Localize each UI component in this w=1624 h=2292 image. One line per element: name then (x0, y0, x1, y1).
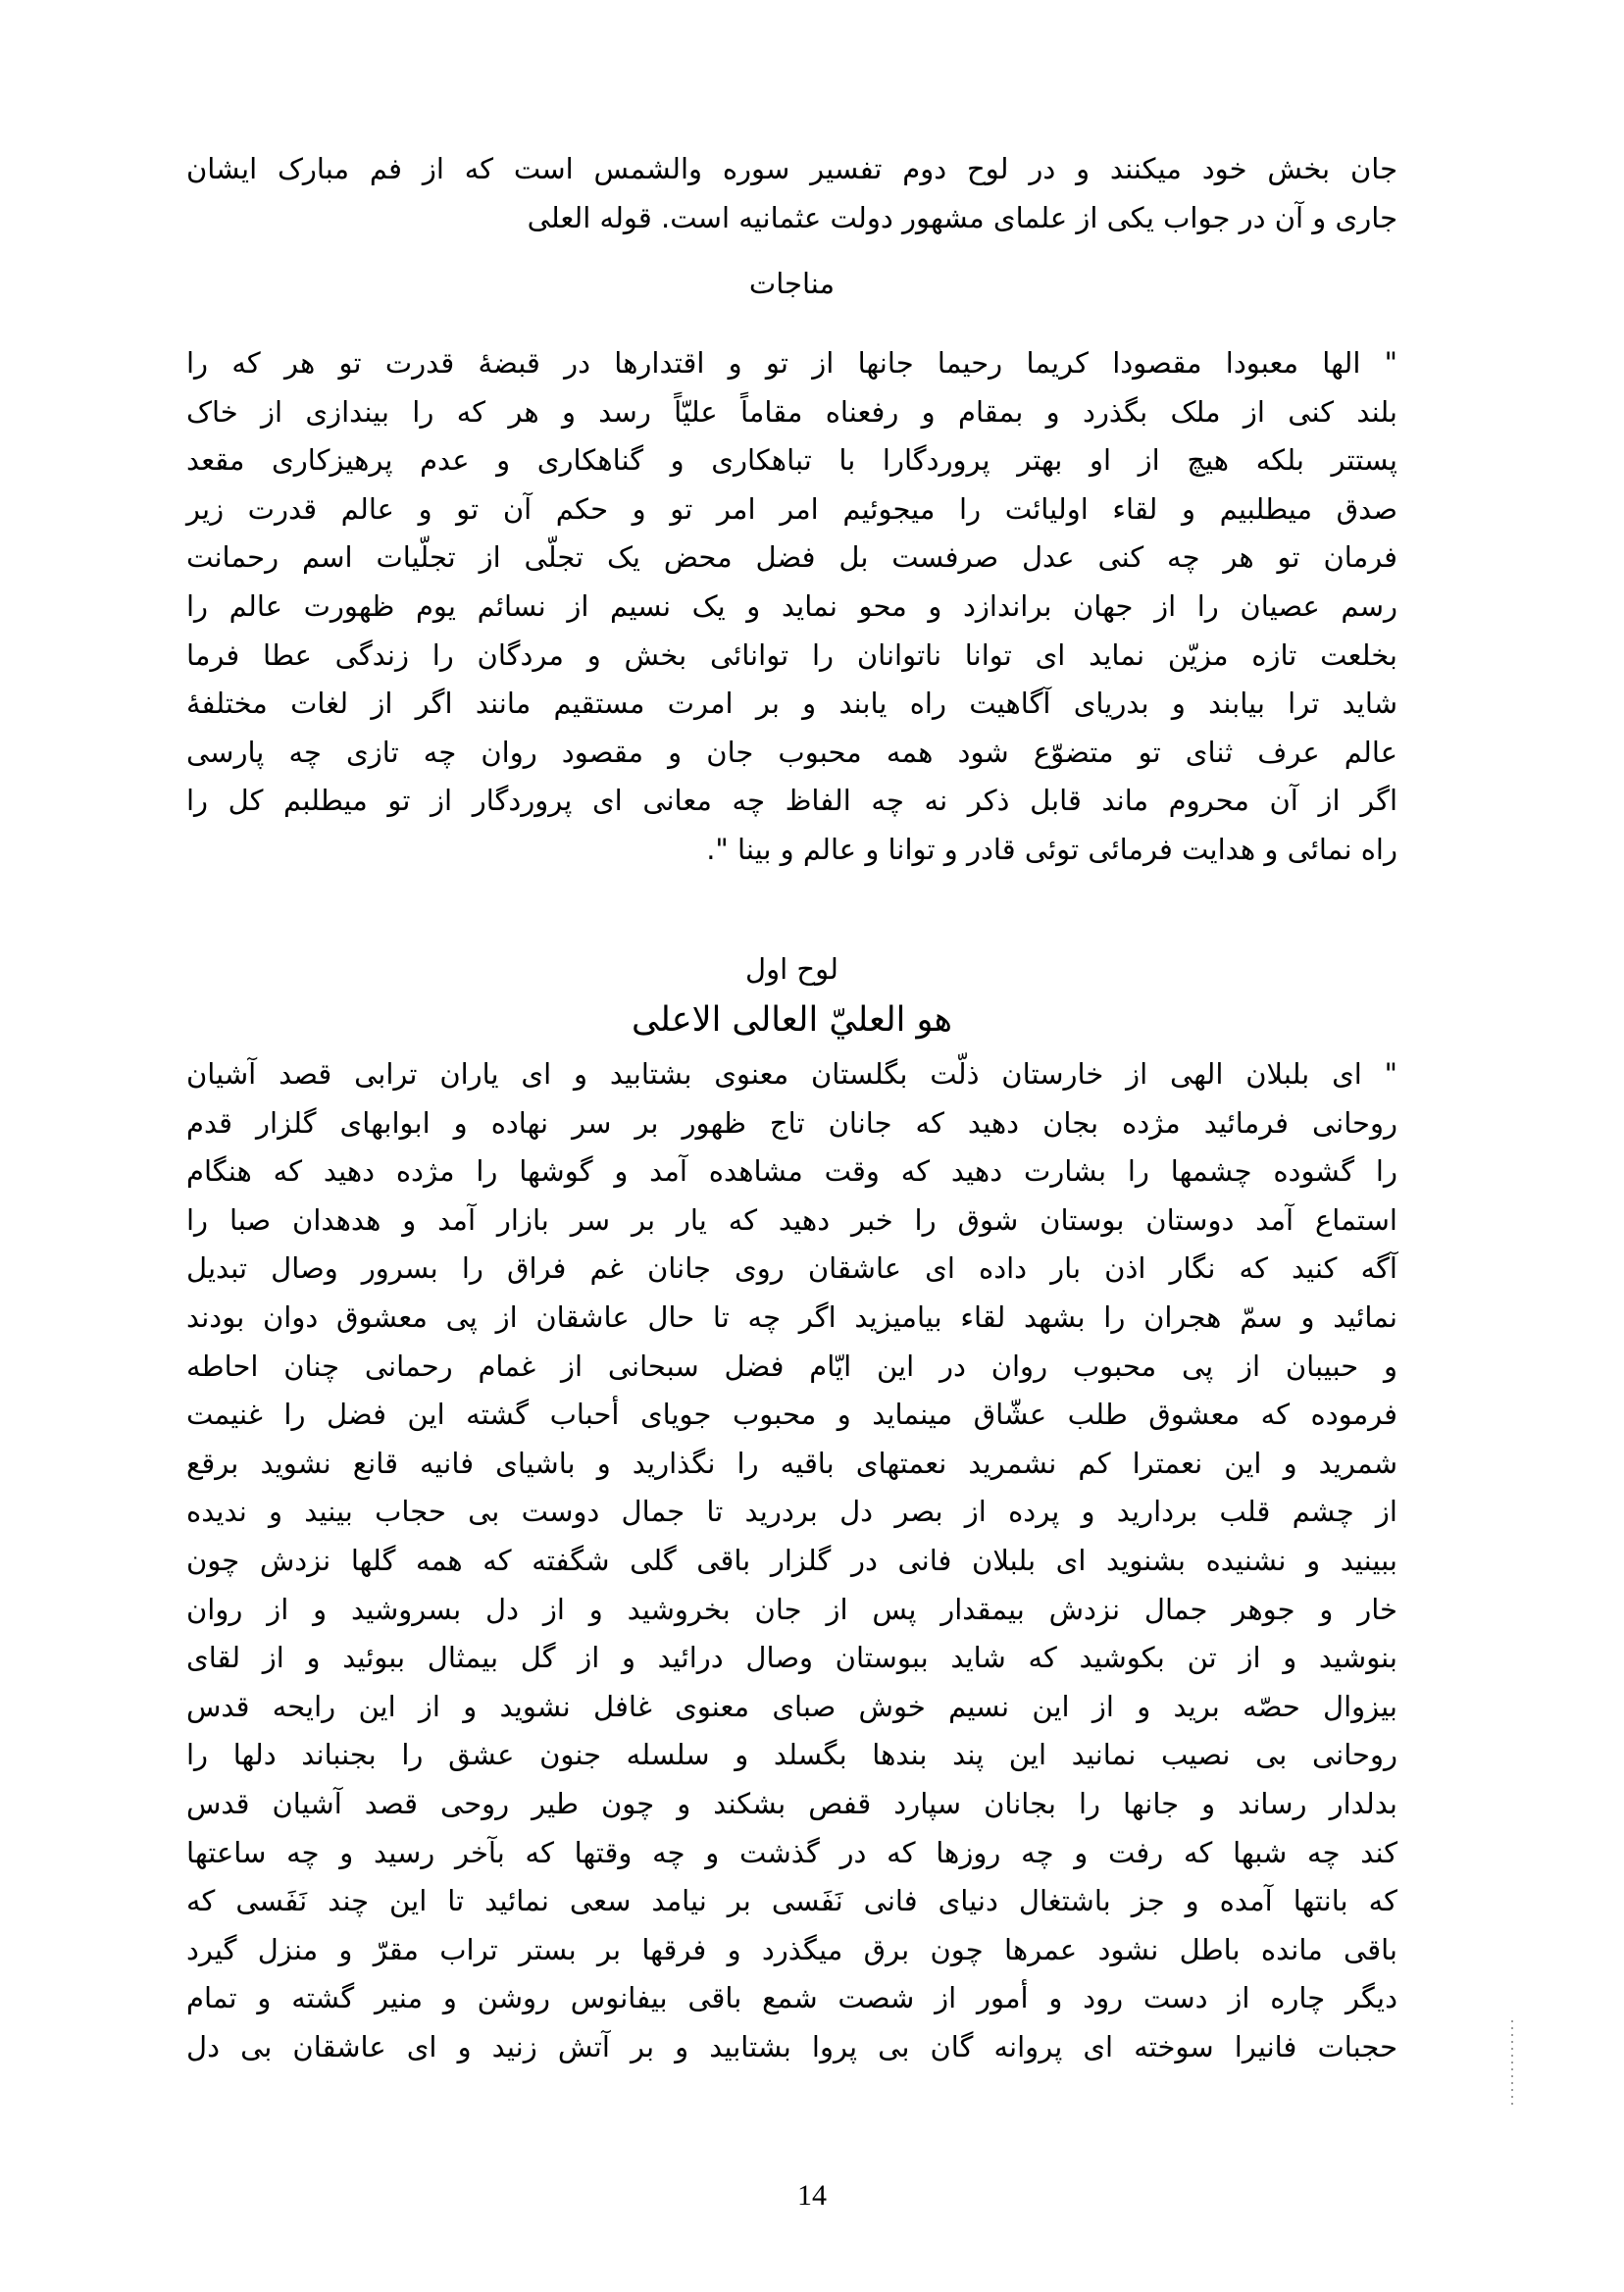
lawh-line: روحانی بی نصیب نمانید این پند بندها بگسلد و سلسله جنون عشق را بجنباند دلها را (186, 1738, 1397, 1772)
lawh-line: باقی مانده باطل نشود عمرها چون برق میگذرد و فرقها بر بستر تراب مقرّ و منزل گیرد (186, 1932, 1397, 1966)
munajat-line: راه نمائی و هدایت فرمائی توئی قادر و توانا و عالم و بینا ". (706, 832, 1397, 866)
lawh-line: نمائید و سمّ هجران را بشهد لقاء بیامیزید اگر چه تا حال عاشقان از پی معشوق دوان بودند (186, 1299, 1397, 1334)
lawh-subheading: هو العليّ العالی الاعلی (631, 1000, 953, 1040)
lawh-line: فرموده که معشوق طلب عشّاق مینماید و محبوب جویای أحباب گشته این فضل را غنیمت (186, 1398, 1397, 1432)
lawh-line: شمرید و این نعمترا کم نشمرید نعمتهای باقیه را نگذارید و باشیای فانیه قانع نشوید برقع (186, 1446, 1397, 1480)
munajat-line: اگر از آن محروم ماند قابل ذکر نه چه الفاظ چه معانی ای پروردگار از تو میطلبم کل را (186, 784, 1397, 818)
lawh-line: خار و جوهر جمال نزدش بیمقدار پس از جان بخروشید و از دل بسروشید و از روان (186, 1592, 1397, 1626)
intro-paragraph (186, 145, 1397, 242)
lawh-line: کند چه شبها که رفت و چه روزها که در گذشت و چه وقتها که بآخر رسید و چه ساعتها (186, 1835, 1397, 1869)
munajat-paragraph (186, 339, 1397, 875)
munajat-line: فرمان تو هر چه کنی عدل صرفست بل فضل محض یک تجلّی از تجلّیات اسم رحمانت (186, 540, 1397, 575)
intro-line: جاری و آن در جواب یکی از علمای مشهور دولت عثمانیه است. قوله العلی (527, 200, 1397, 234)
lawh-heading: لوح اول (745, 952, 838, 986)
lawh-line: که بانتها آمده و جز باشتغال دنیای فانی نَفَسی بر نیامد سعی نمائید تا این چند نَفَسی که (186, 1884, 1397, 1918)
munajat-line: پستتر بلکه هیچ از او بهتر پروردگارا با تباهکاری و گناهکاری و عدم پرهیزکاری مقعد (186, 443, 1397, 478)
lawh-line: بدلدار رساند و جانها را بجانان سپارد قفص بشکند و چون طیر روحی قصد آشیان قدس (186, 1786, 1397, 1820)
scan-margin-mark (1511, 2020, 1513, 2105)
lawh-paragraph (186, 1050, 1397, 2071)
lawh-line: " ای بلبلان الهی از خارستان ذلّت بگلستان معنوی بشتابید و ای یاران ترابی قصد آشیان (186, 1057, 1397, 1091)
lawh-line: روحانی فرمائید مژده بجان دهید که جانان تاج ظهور بر سر نهاده و ابوابهای گلزار قدم (186, 1105, 1397, 1140)
munajat-heading: مناجات (748, 267, 836, 300)
lawh-line: حجبات فانیرا سوخته ای پروانه گان بی پروا بشتابید و بر آتش زنید و ای عاشقان بی دل (186, 2029, 1397, 2063)
intro-line: جان بخش خود میکنند و در لوح دوم تفسیر سوره والشمس است که از فم مبارک ایشان (186, 152, 1397, 185)
lawh-line: استماع آمد دوستان بوستان شوق را خبر دهید که یار بر سر بازار آمد و هدهدان صبا را (186, 1202, 1397, 1237)
lawh-line: را گشوده چشمها را بشارت دهید که وقت مشاهده آمد و گوشها را مژده دهید که هنگام (186, 1154, 1397, 1189)
munajat-line: صدق میطلبیم و لقاء اولیائت را میجوئیم امر امر تو و حکم آن تو و عالم قدرت زیر (186, 491, 1397, 526)
lawh-line: آگه کنید که نگار اذن بار داده ای عاشقان روی جانان غم فراق را بسرور وصال تبدیل (186, 1251, 1397, 1286)
lawh-line: بنوشید و از تن بکوشید که شاید ببوستان وصال درائید و از گل بیمثال ببوئید و از لقای (186, 1641, 1397, 1675)
munajat-line: رسم عصیان را از جهان براندازد و محو نماید و یک نسیم از نسائم یوم ظهورت عالم را (186, 588, 1397, 623)
munajat-line: بلند کنی از ملک بگذرد و بمقام و رفعناه مقاماً علیّاً رسد و هر که را بیندازی از خاک (186, 394, 1397, 429)
lawh-line: دیگر چاره از دست رود و أمور از شصت شمع باقی بیفانوس روشن و منیر گشته و تمام (186, 1981, 1397, 2015)
munajat-line: عالم عرف ثنای تو متضوّع شود همه محبوب جان و مقصود روان چه تازی چه پارسی (186, 735, 1397, 769)
munajat-line: شاید ترا بیابند و بدریای آگاهیت راه یابند و بر امرت مستقیم مانند اگر از لغات مختلفهٔ (186, 687, 1397, 721)
lawh-line: ببینید و نشنیده بشنوید ای بلبلان فانی در گلزار باقی گلی شگفته که همه گلها نزدش چون (186, 1543, 1397, 1577)
munajat-line: " الها معبودا مقصودا کریما رحیما جانها از تو و اقتدارها در قبضهٔ قدرت تو هر که را (186, 346, 1397, 380)
lawh-line: و حبیبان از پی محبوب روان در این ایّام فضل سبحانی از غمام رحمانی چنان احاطه (186, 1349, 1397, 1383)
page-number: 14 (797, 2179, 827, 2212)
munajat-line: بخلعت تازه مزیّن نماید ای توانا ناتوانان را توانائی بخش و مردگان را زندگی عطا فرما (186, 637, 1397, 672)
lawh-line: از چشم قلب بردارید و پرده از بصر دل بردرید تا جمال دوست بی حجاب بینید و ندیده (186, 1495, 1397, 1529)
lawh-line: بیزوال حصّه برید و از این نسیم خوش صبای معنوی غافل نشوید و از این رایحه قدس (186, 1689, 1397, 1723)
